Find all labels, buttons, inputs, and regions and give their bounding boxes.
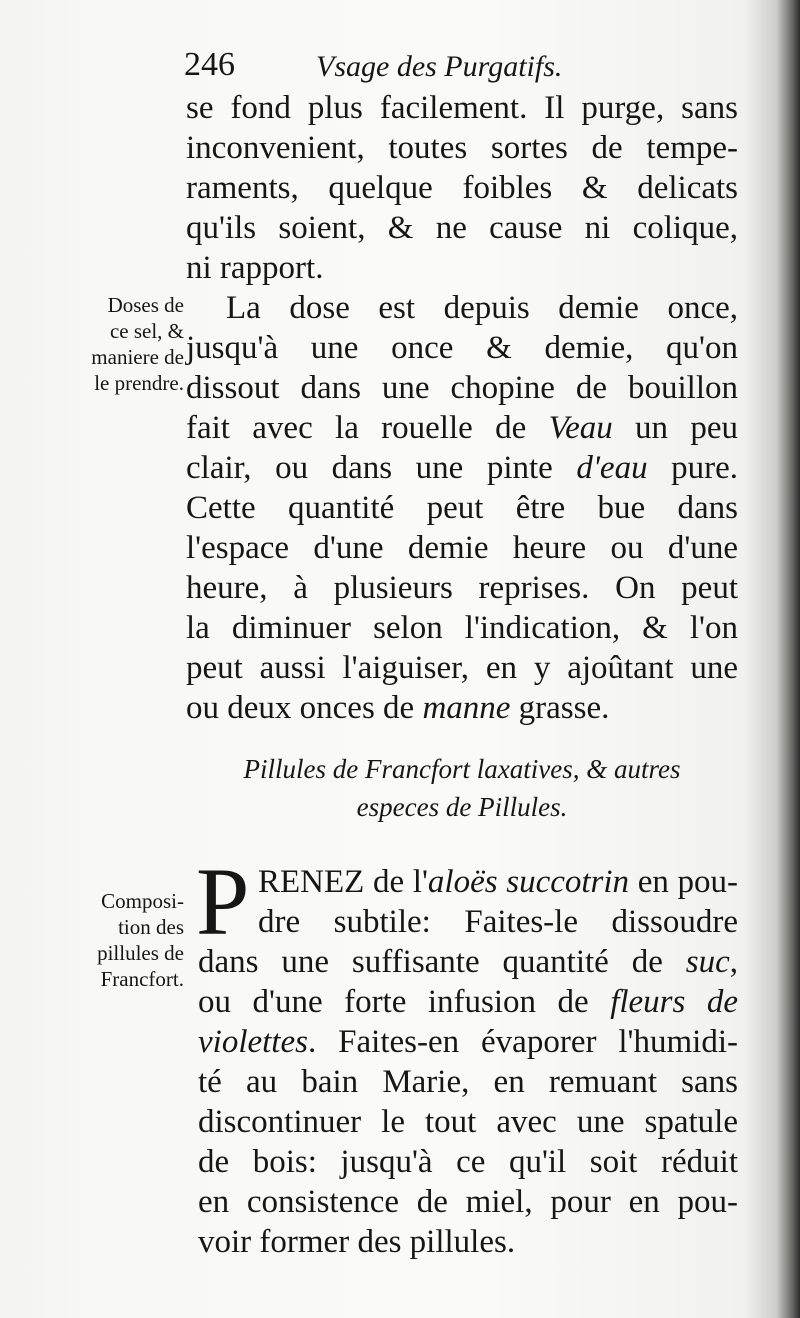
- text-line: voir former des pillules.: [198, 1224, 516, 1260]
- drop-cap: P: [196, 848, 250, 955]
- text-line: [186, 448, 738, 488]
- text-line: dre subtile: Faites-le dissoudre: [258, 904, 738, 940]
- text-line: La dose est depuis demie once,: [226, 290, 738, 326]
- running-title: Vsage des Purgatifs.: [316, 50, 563, 83]
- text-line: [198, 942, 738, 982]
- italic-term: suc: [685, 944, 730, 980]
- text-line: peut aussi l'aiguiser, en y ajoûtant une: [186, 650, 738, 686]
- text-line: heure, à plusieurs reprises. On peut: [186, 570, 738, 606]
- text-line: l'espace d'une demie heure ou d'une: [186, 530, 738, 566]
- text-run: clair, ou dans une pinte: [186, 450, 577, 486]
- margin-note-composition: [34, 888, 184, 992]
- text-run: RENEZ de l': [258, 864, 428, 900]
- italic-term: violettes: [198, 1024, 308, 1060]
- margin-note-line: maniere de: [91, 345, 184, 369]
- page-number: 246: [184, 46, 235, 83]
- italic-term: manne: [422, 690, 511, 726]
- margin-note-doses: [34, 292, 184, 396]
- margin-note-line: Francfort.: [100, 967, 184, 991]
- text-run: un peu: [612, 410, 738, 446]
- text-line: de bois: jusqu'à ce qu'il soit réduit: [198, 1144, 738, 1180]
- margin-note-line: ce sel, &: [109, 319, 184, 343]
- text-line: se fond plus facilement. Il purge, sans: [186, 90, 738, 126]
- text-run: ou d'une forte infusion de: [198, 984, 611, 1020]
- text-line: [198, 1022, 738, 1062]
- page-header: [184, 46, 744, 90]
- text-line: la diminuer selon l'indication, & l'on: [186, 610, 738, 646]
- text-run: dans une suffisante quantité de: [198, 944, 686, 980]
- text-line: Cette quantité peut être bue dans: [186, 490, 738, 526]
- text-run: grasse.: [510, 690, 610, 726]
- paragraph-1: [186, 88, 738, 288]
- text-line: dissout dans une chopine de bouillon: [186, 370, 738, 406]
- margin-note-line: Composi-: [101, 889, 184, 913]
- margin-note-line: pillules de: [97, 941, 184, 965]
- italic-term: fleurs de: [610, 984, 738, 1020]
- margin-note-line: le prendre.: [94, 371, 184, 395]
- text-run: ou deux onces de: [186, 690, 423, 726]
- text-line: en consistence de miel, pour en pou-: [198, 1184, 738, 1220]
- paragraph-2: [186, 288, 738, 728]
- text-line: [258, 862, 738, 902]
- italic-term: Veau: [548, 410, 613, 446]
- text-run: . Faites-en évaporer l'humidi-: [307, 1024, 738, 1060]
- margin-note-line: tion des: [118, 915, 184, 939]
- text-line: discontinuer le tout avec une spatule: [198, 1104, 738, 1140]
- text-line: [186, 408, 738, 448]
- paragraph-3: [198, 942, 738, 1262]
- text-run: en pou-: [629, 864, 739, 900]
- text-run: fait avec la rouelle de: [186, 410, 549, 446]
- text-line: inconvenient, toutes sortes de tempe-: [186, 130, 738, 166]
- subheading-line: especes de Pillules.: [356, 792, 568, 822]
- text-run: ,: [729, 944, 738, 980]
- text-line: [186, 688, 738, 728]
- text-line: jusqu'à une once & demie, qu'on: [186, 330, 738, 366]
- margin-note-line: Doses de: [107, 293, 184, 317]
- paragraph-3-top: [258, 862, 738, 942]
- text-line: qu'ils soient, & ne cause ni colique,: [186, 210, 738, 246]
- text-line: [198, 982, 738, 1022]
- text-run: pure.: [647, 450, 739, 486]
- text-line: té au bain Marie, en remuant sans: [198, 1064, 738, 1100]
- text-line: raments, quelque foibles & delicats: [186, 170, 738, 206]
- text-line: ni rapport.: [186, 250, 324, 286]
- section-subheading: [186, 750, 738, 826]
- italic-term: d'eau: [576, 450, 648, 486]
- italic-term: aloës succotrin: [427, 864, 630, 900]
- subheading-line: Pillules de Francfort laxatives, & autres: [243, 754, 681, 784]
